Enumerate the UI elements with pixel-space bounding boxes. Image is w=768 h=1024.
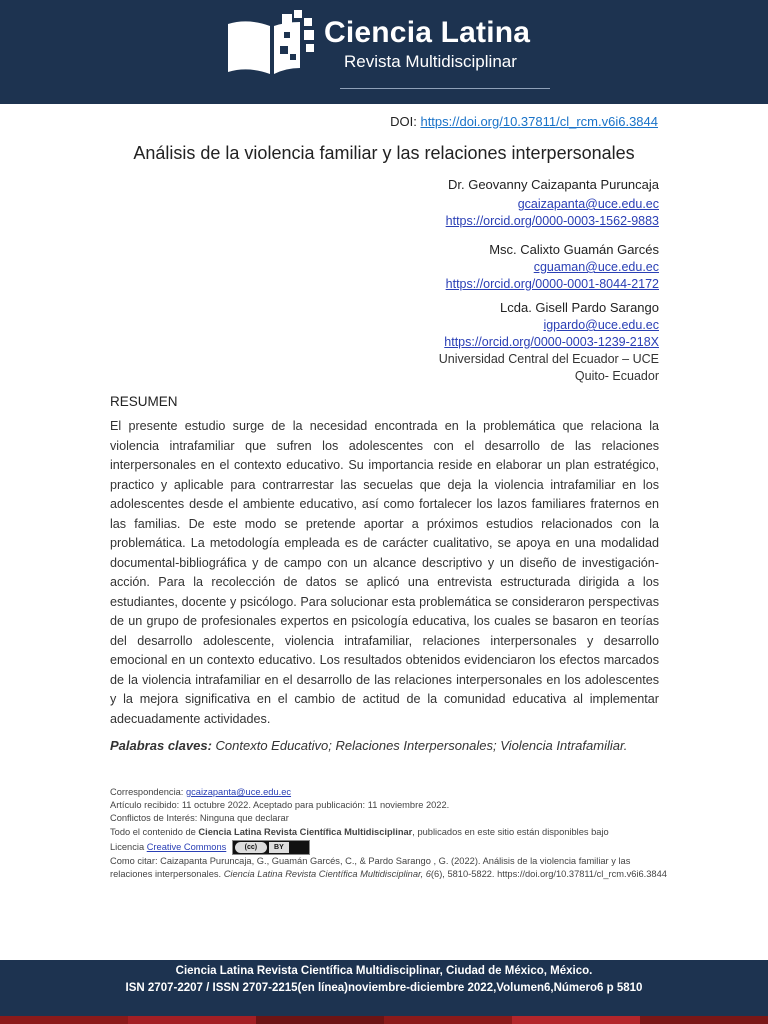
- strip-segment: [384, 1016, 512, 1024]
- received-line: Artículo recibido: 11 octubre 2022. Aceptado para publicación: 11 noviembre 2022.: [110, 800, 450, 811]
- citation-journal: Ciencia Latina Revista Científica Multidisciplinar, 6: [223, 869, 431, 880]
- abstract-body: El presente estudio surge de la necesidad encontrada en la problemática que relaciona la violencia intrafamiliar que sufren los adolescentes con el desarrollo de las relaciones interpersonales en el contexto educativo. Su importancia reside en elaborar un plan estratégico, practico y aplicable para contrarrestar las secuelas que deja la violencia intrafamiliar en los adolescentes desde el ambiente educativo, así como fortalecer los lazos familiares fraternos en las familias. De este modo se pretende aportar a próximos estudios relacionados con la problemática. La metodología empleada es de carácter cualitativo, se apoya en una modalidad documental-bibliográfica y de campo con un alcance descriptivo y un diseño de investigación-acción. Para la recolección de datos se aplicó una entrevista estructurada dirigida a los estudiantes, docente y psicólogo. Para solucionar esta problemática se consideraron perspectivas de un grupo de profesionales expertos en psicología educativa, los cuales se basaron en teorías del desarrollo adolescente, violencia intrafamiliar, relaciones interpersonales y desarrollo emocional en un contexto educativo. Los resultados obtenidos evidenciaron los efectos marcados de la violencia intrafamiliar en el desarrollo de las relaciones interpersonales en los adolescentes y la mejora significativa en el cambio de actitud de la comunidad educativa al implementar adecuadamente actividades.: [110, 419, 659, 726]
- cc-by-license-icon[interactable]: [232, 840, 310, 855]
- content-journal: Ciencia Latina Revista Científica Multidisciplinar: [198, 826, 413, 837]
- journal-logo-icon: [226, 10, 322, 78]
- journal-footer: [0, 960, 768, 1016]
- footer-line-1: Ciencia Latina Revista Científica Multidisciplinar, Ciudad de México, México.: [175, 965, 593, 977]
- citation-prefix: Como citar: Caizapanta Puruncaja, G., Guamán Garcés, C., & Pardo Sarango , G. (2022). Análisis de la violencia familiar y las relaciones interpersonales.: [110, 855, 631, 880]
- keywords-text: Contexto Educativo; Relaciones Interpersonales; Violencia Intrafamiliar.: [215, 738, 628, 753]
- logo-divider: [340, 88, 550, 89]
- strip-segment: [256, 1016, 384, 1024]
- article-title: Análisis de la violencia familiar y las relaciones interpersonales: [133, 143, 635, 163]
- strip-segment: [128, 1016, 256, 1024]
- author-name: Lcda. Gisell Pardo Sarango: [500, 300, 659, 315]
- citation-suffix: (6), 5810-5822. https://doi.org/10.37811/cl_rcm.v6i6.3844: [430, 869, 667, 880]
- author-orcid-link[interactable]: https://orcid.org/0000-0001-8044-2172: [445, 277, 659, 291]
- content-license-line: [110, 826, 670, 839]
- cc-badge-cc: (cc): [235, 842, 267, 853]
- article-metadata: [110, 786, 670, 881]
- content-prefix: Todo el contenido de: [110, 826, 196, 837]
- license-line: [110, 840, 670, 855]
- author-email-link[interactable]: gcaizapanta@uce.edu.ec: [517, 197, 659, 211]
- keywords-label: Palabras claves:: [110, 738, 212, 753]
- author-block-3: [439, 299, 659, 385]
- author-orcid-link[interactable]: https://orcid.org/0000-0003-1239-218X: [444, 335, 659, 349]
- author-email-link[interactable]: cguaman@uce.edu.ec: [533, 260, 659, 274]
- strip-segment: [640, 1016, 768, 1024]
- strip-segment: [512, 1016, 640, 1024]
- author-orcid-link[interactable]: https://orcid.org/0000-0003-1562-9883: [445, 214, 659, 228]
- author-block-1: [446, 176, 659, 230]
- creative-commons-link[interactable]: Creative Commons: [146, 841, 227, 852]
- correspondence-email-link[interactable]: gcaizapanta@uce.edu.ec: [185, 787, 292, 797]
- abstract-heading: RESUMEN: [110, 394, 178, 409]
- doi-link[interactable]: https://doi.org/10.37811/cl_rcm.v6i6.3844: [420, 114, 658, 129]
- author-name: Dr. Geovanny Caizapanta Puruncaja: [447, 177, 659, 192]
- license-label: Licencia: [110, 841, 145, 852]
- affiliation-location: Quito- Ecuador: [574, 369, 659, 383]
- footer-line-2: ISN 2707-2207 / ISSN 2707-2215(en línea)noviembre-diciembre 2022,Volumen6,Número6 p 5810: [125, 982, 643, 994]
- keywords-line: [110, 738, 627, 753]
- strip-segment: [0, 1016, 128, 1024]
- content-suffix: , publicados en este sitio están disponibles bajo: [412, 826, 609, 837]
- author-email-link[interactable]: igpardo@uce.edu.ec: [543, 318, 659, 332]
- correspondence-label: Correspondencia:: [110, 787, 184, 797]
- correspondence-line: [110, 786, 670, 799]
- journal-title: Ciencia Latina: [324, 16, 531, 49]
- journal-subtitle: Revista Multidisciplinar: [344, 52, 517, 71]
- author-block-2: [446, 241, 659, 293]
- affiliation-institution: Universidad Central del Ecuador – UCE: [438, 352, 659, 366]
- doi-label: DOI:: [390, 114, 417, 129]
- cc-badge-by: BY: [269, 842, 289, 853]
- citation-block: [110, 855, 670, 881]
- footer-color-strip: [0, 1016, 768, 1024]
- journal-header: [0, 0, 768, 104]
- author-name: Msc. Calixto Guamán Garcés: [489, 242, 659, 257]
- doi-line: [390, 114, 658, 129]
- conflicts-line: Conflictos de Interés: Ninguna que declarar: [110, 813, 289, 824]
